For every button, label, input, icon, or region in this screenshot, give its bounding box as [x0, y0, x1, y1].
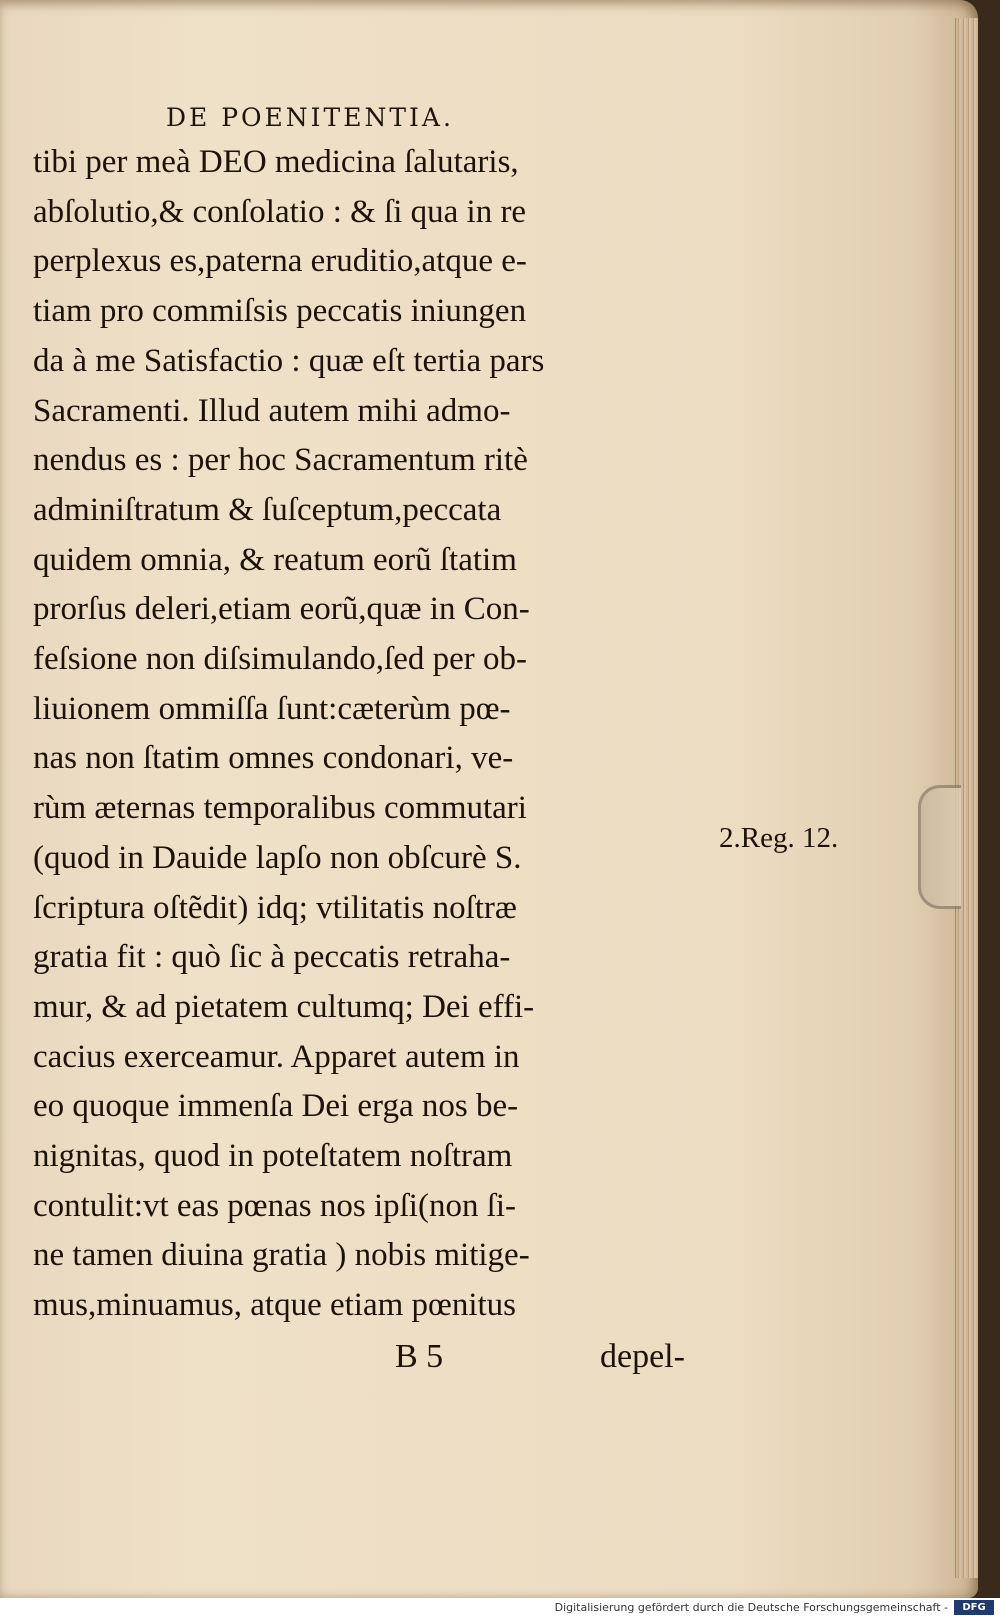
text-line: mur, & ad pietatem cultumq; Dei effi- — [33, 988, 535, 1025]
text-line: tiam pro commiſsis peccatis iniungen — [33, 293, 527, 330]
text-line: rùm æternas temporalibus commutari — [33, 790, 527, 827]
body-text — [33, 138, 713, 1331]
text-line: nendus es : per hoc Sacramentum ritè — [33, 442, 528, 479]
text-line: nas non ſtatim omnes condonari, ve- — [33, 740, 514, 777]
running-head: DE POENITENTIA. — [166, 103, 454, 132]
margin-note: 2.Reg. 12. — [719, 822, 839, 854]
credit-text: Digitalisierung gefördert durch die Deutsche Forschungsgemeinschaft - — [554, 1601, 948, 1614]
text-line: abſolutio,& conſolatio : & ſi qua in re — [33, 193, 527, 230]
text-line: ne tamen diuina gratia ) nobis mitige- — [33, 1237, 530, 1274]
text-line: perplexus es,paterna eruditio,atque e- — [33, 243, 527, 280]
text-line: da à me Satisfactio : quæ eſt tertia pars — [33, 342, 545, 379]
text-line: ſcriptura oſtẽdit) idq; vtilitatis noſtræ — [33, 889, 517, 926]
text-line: prorſus deleri,etiam eorũ,quæ in Con- — [33, 591, 530, 628]
text-line: eo quoque immenſa Dei erga nos be- — [33, 1088, 519, 1125]
credit-bar — [0, 1598, 1000, 1619]
dfg-logo: DFG — [954, 1600, 994, 1615]
text-line: nignitas, quod in poteſtatem noſtram — [33, 1138, 513, 1175]
text-line: Sacramenti. Illud autem mihi admo- — [33, 392, 511, 429]
text-line: feſsione non diſsimulando,ſed per ob- — [33, 641, 527, 678]
clasp-tab — [918, 785, 961, 909]
text-line: mus,minuamus, atque etiam pœnitus — [33, 1287, 517, 1324]
text-line: (quod in Dauide lapſo non obſcurè S. — [33, 839, 522, 876]
text-line: quidem omnia, & reatum eorũ ſtatim — [33, 541, 517, 578]
text-line: adminiſtratum & ſuſceptum,peccata — [33, 491, 502, 528]
catchword: depel- — [600, 1338, 685, 1375]
text-line: tibi per meà DEO medicina ſalutaris, — [33, 144, 519, 180]
text-line: gratia fit : quò ſic à peccatis retraha- — [33, 939, 511, 976]
text-line: contulit:vt eas pœnas nos ipſi(non ſi- — [33, 1187, 517, 1224]
text-line: liuionem ommiſſa ſunt:cæterùm pœ- — [33, 690, 511, 727]
text-line: cacius exerceamur. Apparet autem in — [33, 1038, 520, 1075]
signature-mark: B 5 — [395, 1338, 444, 1375]
